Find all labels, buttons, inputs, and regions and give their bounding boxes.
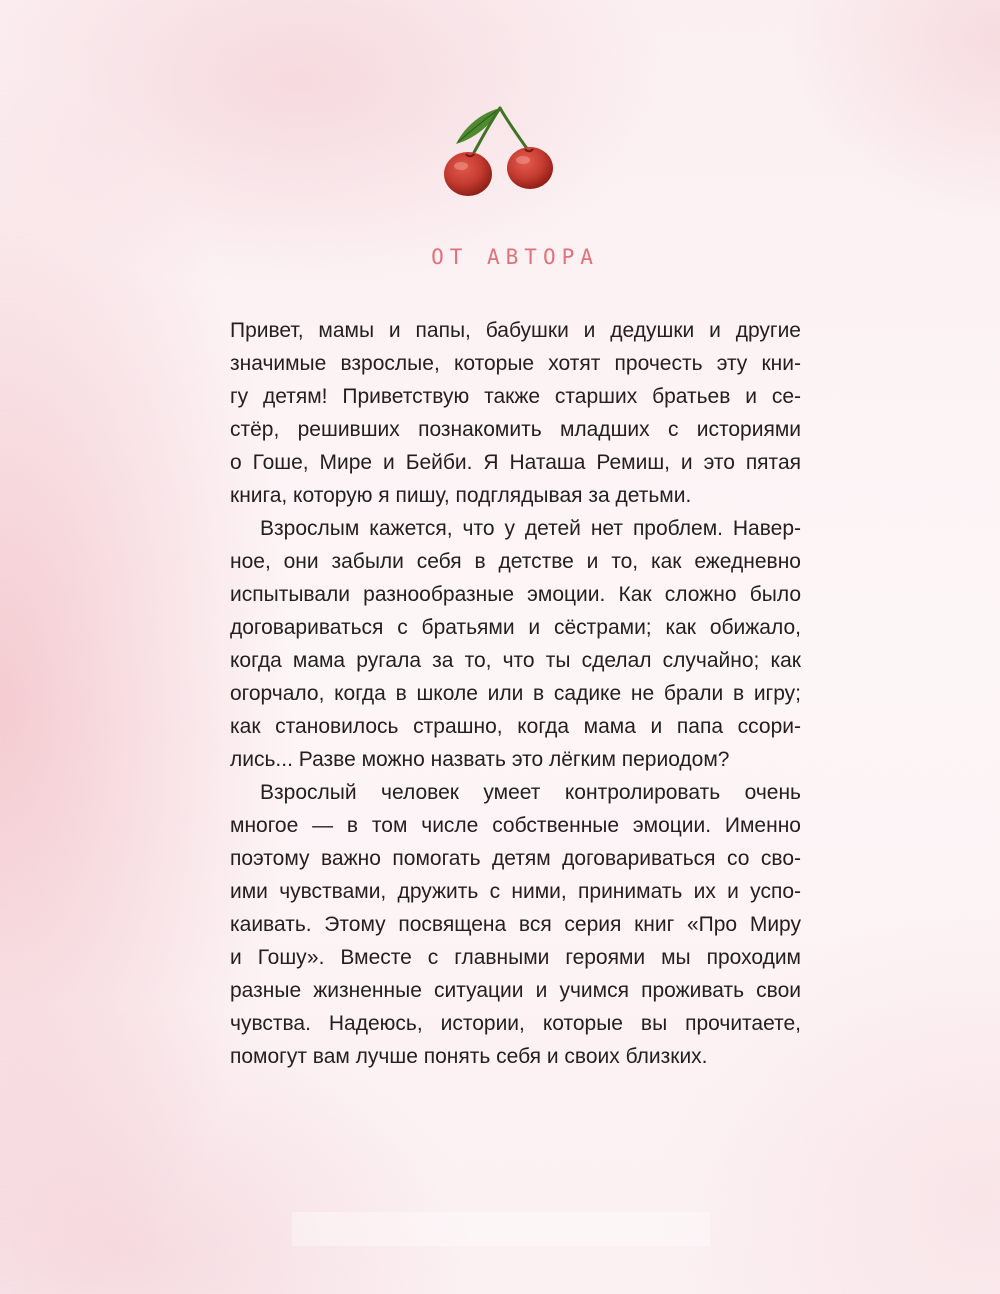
text-line: ими чувствами, дружить с ними, принимать их и успо-	[230, 880, 801, 903]
text-line: разные жизненные ситуации и учимся проживать свои	[230, 979, 801, 1002]
chapter-title: ОТ АВТОРА	[431, 245, 599, 269]
paragraph	[230, 314, 801, 512]
text-line: стёр, решивших познакомить младших с историями	[230, 418, 801, 441]
text-line: Взрослый человек умеет контролировать очень	[260, 781, 801, 804]
text-line: когда мама ругала за то, что ты сделал случайно; как	[230, 649, 801, 672]
text-line: Привет, мамы и папы, бабушки и дедушки и другие	[230, 319, 801, 342]
paragraph	[230, 512, 801, 776]
text-line: лись... Разве можно назвать это лёгким периодом?	[230, 748, 730, 771]
text-line: как становилось страшно, когда мама и папа ссори-	[230, 715, 801, 738]
page-bottom-strip	[292, 1212, 710, 1246]
text-line: Взрослым кажется, что у детей нет проблем. Навер-	[260, 517, 801, 540]
text-line: чувства. Надеюсь, истории, которые вы прочитаете,	[230, 1012, 801, 1035]
text-line: значимые взрослые, которые хотят прочесть эту кни-	[230, 352, 801, 375]
text-line: гу детям! Приветствую также старших братьев и се-	[230, 385, 801, 408]
text-line: договариваться с братьями и сёстрами; как обижало,	[230, 616, 801, 639]
text-line: книга, которую я пишу, подглядывая за детьми.	[230, 484, 692, 507]
text-line: каивать. Этому посвящена вся серия книг «Про Миру	[230, 913, 801, 936]
text-line: ное, они забыли себя в детстве и то, как ежедневно	[230, 550, 801, 573]
text-line: о Гоше, Мире и Бейби. Я Наташа Ремиш, и это пятая	[230, 451, 801, 474]
text-line: поэтому важно помогать детям договариваться со сво-	[230, 847, 801, 870]
text-line: и Гошу». Вместе с главными героями мы проходим	[230, 946, 801, 969]
text-line: огорчало, когда в школе или в садике не брали в игру;	[230, 682, 801, 705]
text-line: помогут вам лучше понять себя и своих близких.	[230, 1045, 708, 1068]
paragraph	[230, 776, 801, 1073]
author-foreword-text	[230, 314, 801, 1073]
text-line: испытывали разнообразные эмоции. Как сложно было	[230, 583, 801, 606]
cherry-icon	[440, 100, 560, 200]
text-line: многое — в том числе собственные эмоции. Именно	[230, 814, 801, 837]
